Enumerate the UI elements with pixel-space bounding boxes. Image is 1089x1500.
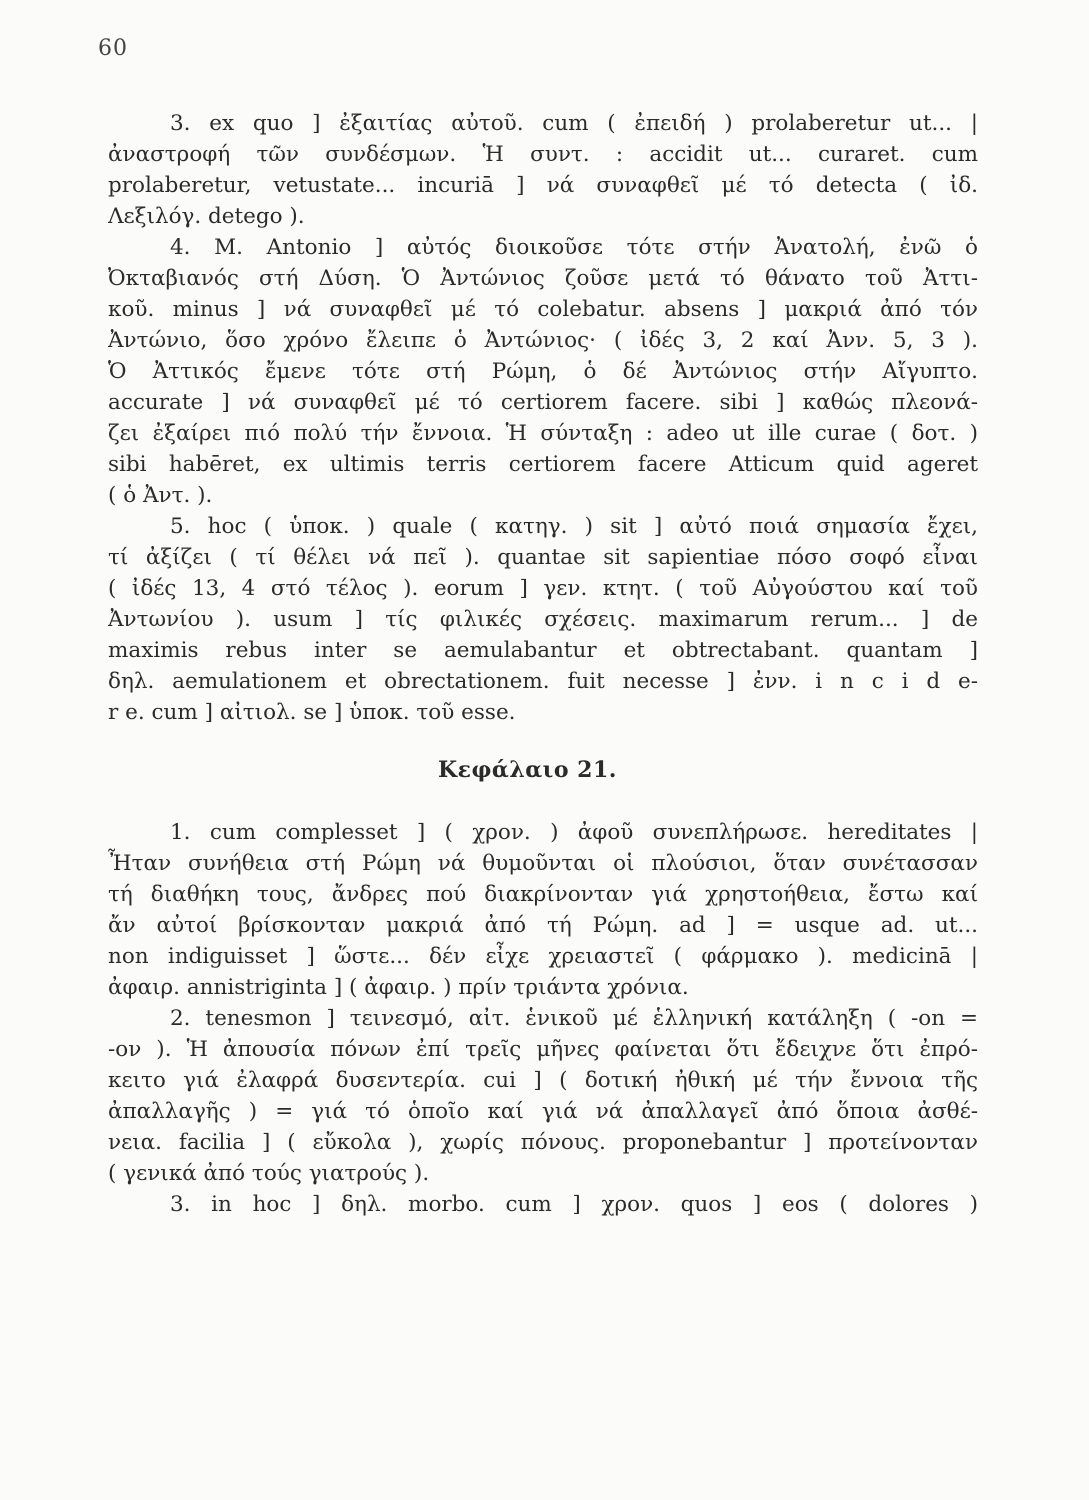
- text-line: Ὁ Ἀττικός ἔμενε τότε στή Ρώμη, ὁ δέ Ἀντώνιος στήν Αἴγυπτο.: [108, 359, 978, 384]
- text-line: ( ἰδές 13, 4 στό τέλος ). eorum ] γεν. κτητ. ( τοῦ Αὐγούστου καί τοῦ: [108, 576, 978, 601]
- text-line: non indiguisset ] ὥστε... δέν εἶχε χρειαστεῖ ( φάρμακο ). medicinā |: [108, 944, 978, 969]
- text-line: prolaberetur, vetustate... incuriā ] νά συναφθεῖ μέ τό detecta ( ἰδ.: [108, 173, 978, 198]
- text-line: accurate ] νά συναφθεῖ μέ τό certiorem facere. sibi ] καθώς πλεονά-: [108, 390, 978, 415]
- text-line: ζει ἐξαίρει πιό πολύ τήν ἔννοια. Ἡ σύνταξη : adeo ut ille curae ( δοτ. ): [108, 421, 978, 446]
- text-line: 2. tenesmon ] τεινεσμό, αἰτ. ἑνικοῦ μέ ἑλληνική κατάληξη ( -on =: [170, 1006, 978, 1031]
- chapter-title: Κεφάλαιο 21.: [438, 757, 617, 783]
- text-line: Ἦταν συνήθεια στή Ρώμη νά θυμοῦνται οἱ πλούσιοι, ὅταν συνέτασσαν: [108, 851, 978, 876]
- commentary-section-before: [108, 108, 978, 728]
- text-line: Ἀντωνίου ). usum ] τίς φιλικές σχέσεις. maximarum rerum... ] de: [108, 607, 978, 632]
- text-line: ( γενικά ἀπό τούς γιατρούς ).: [108, 1161, 430, 1186]
- text-line: κοῦ. minus ] νά συναφθεῖ μέ τό colebatur. absens ] μακριά ἀπό τόν: [108, 297, 978, 322]
- text-line: ἀφαιρ. annistriginta ] ( ἀφαιρ. ) πρίν τριάντα χρόνια.: [108, 975, 689, 1000]
- text-line: Ἀντώνιο, ὅσο χρόνο ἔλειπε ὁ Ἀντώνιος· ( ἰδές 3, 2 καί Ἀνν. 5, 3 ).: [108, 328, 978, 353]
- text-line: ἀπαλλαγῆς ) = γιά τό ὁποῖο καί γιά νά ἀπαλλαγεῖ ἀπό ὅποια ἀσθέ-: [108, 1099, 978, 1124]
- page-number: 60: [98, 36, 128, 61]
- text-line: Λεξιλόγ. detego ).: [108, 204, 305, 229]
- text-line: 3. ex quo ] ἐξαιτίας αὐτοῦ. cum ( ἐπειδή ) prolaberetur ut... |: [170, 111, 978, 136]
- text-line: ( ὁ Ἀντ. ).: [108, 483, 213, 508]
- page-body: [108, 108, 978, 1220]
- text-line: 4. M. Antonio ] αὐτός διοικοῦσε τότε στήν Ἀνατολή, ἐνῶ ὁ: [170, 235, 978, 260]
- text-line: τή διαθήκη τους, ἄνδρες πού διακρίνονταν γιά χρηστοήθεια, ἔστω καί: [108, 882, 978, 907]
- text-line: δηλ. aemulationem et obrectationem. fuit necesse ] ἐνν. i n c i d e-: [108, 669, 978, 694]
- text-line: r e. cum ] αἰτιολ. se ] ὑποκ. τοῦ esse.: [108, 700, 516, 725]
- text-line: 5. hoc ( ὑποκ. ) quale ( κατηγ. ) sit ] αὐτό ποιά σημασία ἔχει,: [170, 514, 978, 539]
- text-line: 1. cum complesset ] ( χρον. ) ἀφοῦ συνεπλήρωσε. hereditates |: [170, 820, 978, 845]
- commentary-section-after: [108, 817, 978, 1220]
- text-line: ἄν αὐτοί βρίσκονταν μακριά ἀπό τή Ρώμη. ad ] = usque ad. ut...: [108, 913, 978, 938]
- text-line: κειτο γιά ἐλαφρά δυσεντερία. cui ] ( δοτική ἠθική μέ τήν ἔννοια τῆς: [108, 1068, 978, 1093]
- text-line: 3. in hoc ] δηλ. morbo. cum ] χρον. quos ] eos ( dolores ): [170, 1192, 978, 1217]
- text-line: τί ἀξίζει ( τί θέλει νά πεῖ ). quantae sit sapientiae πόσο σοφό εἶναι: [108, 545, 978, 570]
- text-line: Ὀκταβιανός στή Δύση. Ὁ Ἀντώνιος ζοῦσε μετά τό θάνατο τοῦ Ἀττι-: [108, 266, 978, 291]
- text-line: ἀναστροφή τῶν συνδέσμων. Ἡ συντ. : accidit ut... curaret. cum: [108, 142, 978, 167]
- text-line: νεια. facilia ] ( εὔκολα ), χωρίς πόνους. proponebantur ] προτείνονταν: [108, 1130, 978, 1155]
- text-line: -ον ). Ἡ ἀπουσία πόνων ἐπί τρεῖς μῆνες φαίνεται ὅτι ἔδειχνε ὅτι ἐπρό-: [108, 1037, 978, 1062]
- text-line: maximis rebus inter se aemulabantur et obtrectabant. quantam ]: [108, 638, 978, 663]
- text-line: sibi habēret, ex ultimis terris certiorem facere Atticum quid ageret: [108, 452, 978, 477]
